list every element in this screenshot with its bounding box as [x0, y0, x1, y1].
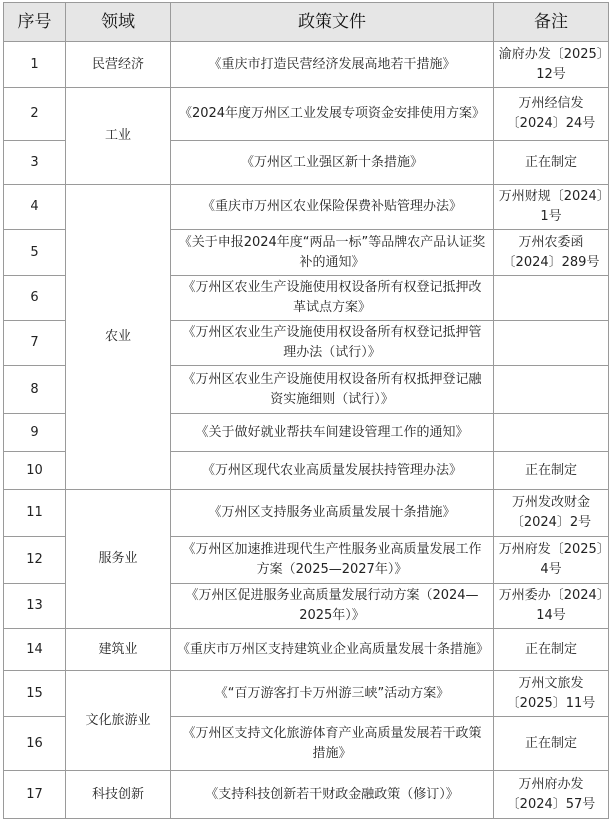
table-row [4, 629, 609, 671]
row-note: 万州府办发〔2024〕57号 [494, 771, 609, 819]
table-row [4, 671, 609, 717]
row-document: 《“百万游客打卡万州游三峡”活动方案》 [171, 671, 494, 717]
row-document: 《万州区工业强区新十条措施》 [171, 141, 494, 185]
row-document: 《重庆市万州区支持建筑业企业高质量发展十条措施》 [171, 629, 494, 671]
row-field: 建筑业 [66, 629, 171, 671]
row-document: 《万州区支持服务业高质量发展十条措施》 [171, 490, 494, 537]
row-field: 农业 [66, 185, 171, 490]
row-index: 1 [4, 42, 66, 88]
row-note [494, 321, 609, 366]
row-index: 12 [4, 537, 66, 584]
row-note: 万州文旅发〔2025〕11号 [494, 671, 609, 717]
header-policy-document: 政策文件 [171, 3, 494, 42]
row-document: 《重庆市万州区农业保险保费补贴管理办法》 [171, 185, 494, 230]
row-document: 《万州区农业生产设施使用权设备所有权抵押登记融资实施细则（试行）》 [171, 366, 494, 414]
row-field: 工业 [66, 88, 171, 185]
header-note: 备注 [494, 3, 609, 42]
row-index: 2 [4, 88, 66, 141]
row-document: 《万州区现代农业高质量发展扶持管理办法》 [171, 452, 494, 490]
row-index: 17 [4, 771, 66, 819]
row-index: 3 [4, 141, 66, 185]
table-row [4, 42, 609, 88]
row-note: 万州委办〔2024〕14号 [494, 584, 609, 629]
row-note: 正在制定 [494, 452, 609, 490]
row-index: 15 [4, 671, 66, 717]
policy-table [3, 2, 609, 819]
row-index: 13 [4, 584, 66, 629]
row-note: 万州农委函〔2024〕289号 [494, 230, 609, 276]
row-field: 服务业 [66, 490, 171, 629]
row-note: 正在制定 [494, 629, 609, 671]
row-note: 渝府办发〔2025〕12号 [494, 42, 609, 88]
row-field: 科技创新 [66, 771, 171, 819]
row-document: 《万州区支持文化旅游体育产业高质量发展若干政策措施》 [171, 717, 494, 771]
row-document: 《万州区加速推进现代生产性服务业高质量发展工作方案（2025—2027年）》 [171, 537, 494, 584]
row-note [494, 414, 609, 452]
row-index: 6 [4, 276, 66, 321]
row-index: 5 [4, 230, 66, 276]
row-index: 8 [4, 366, 66, 414]
row-index: 7 [4, 321, 66, 366]
row-index: 9 [4, 414, 66, 452]
row-note: 正在制定 [494, 717, 609, 771]
row-note [494, 366, 609, 414]
row-index: 11 [4, 490, 66, 537]
row-document: 《关于申报2024年度“两品一标”等品牌农产品认证奖补的通知》 [171, 230, 494, 276]
row-document: 《万州区农业生产设施使用权设备所有权登记抵押管理办法（试行）》 [171, 321, 494, 366]
table-header-row [4, 3, 609, 42]
table-row [4, 490, 609, 537]
row-index: 10 [4, 452, 66, 490]
row-note: 万州经信发〔2024〕24号 [494, 88, 609, 141]
row-note: 万州财规〔2024〕1号 [494, 185, 609, 230]
row-index: 14 [4, 629, 66, 671]
row-document: 《万州区促进服务业高质量发展行动方案（2024—2025年）》 [171, 584, 494, 629]
row-note: 正在制定 [494, 141, 609, 185]
row-document: 《2024年度万州区工业发展专项资金安排使用方案》 [171, 88, 494, 141]
row-document: 《重庆市打造民营经济发展高地若干措施》 [171, 42, 494, 88]
table-row [4, 88, 609, 141]
table-row [4, 771, 609, 819]
row-document: 《关于做好就业帮扶车间建设管理工作的通知》 [171, 414, 494, 452]
header-field: 领域 [66, 3, 171, 42]
row-field: 民营经济 [66, 42, 171, 88]
row-note: 万州发改财金〔2024〕2号 [494, 490, 609, 537]
row-note: 万州府发〔2025〕4号 [494, 537, 609, 584]
row-field: 文化旅游业 [66, 671, 171, 771]
row-index: 4 [4, 185, 66, 230]
row-note [494, 276, 609, 321]
table-row [4, 185, 609, 230]
row-document: 《万州区农业生产设施使用权设备所有权登记抵押改革试点方案》 [171, 276, 494, 321]
row-document: 《支持科技创新若干财政金融政策（修订）》 [171, 771, 494, 819]
header-index: 序号 [4, 3, 66, 42]
row-index: 16 [4, 717, 66, 771]
